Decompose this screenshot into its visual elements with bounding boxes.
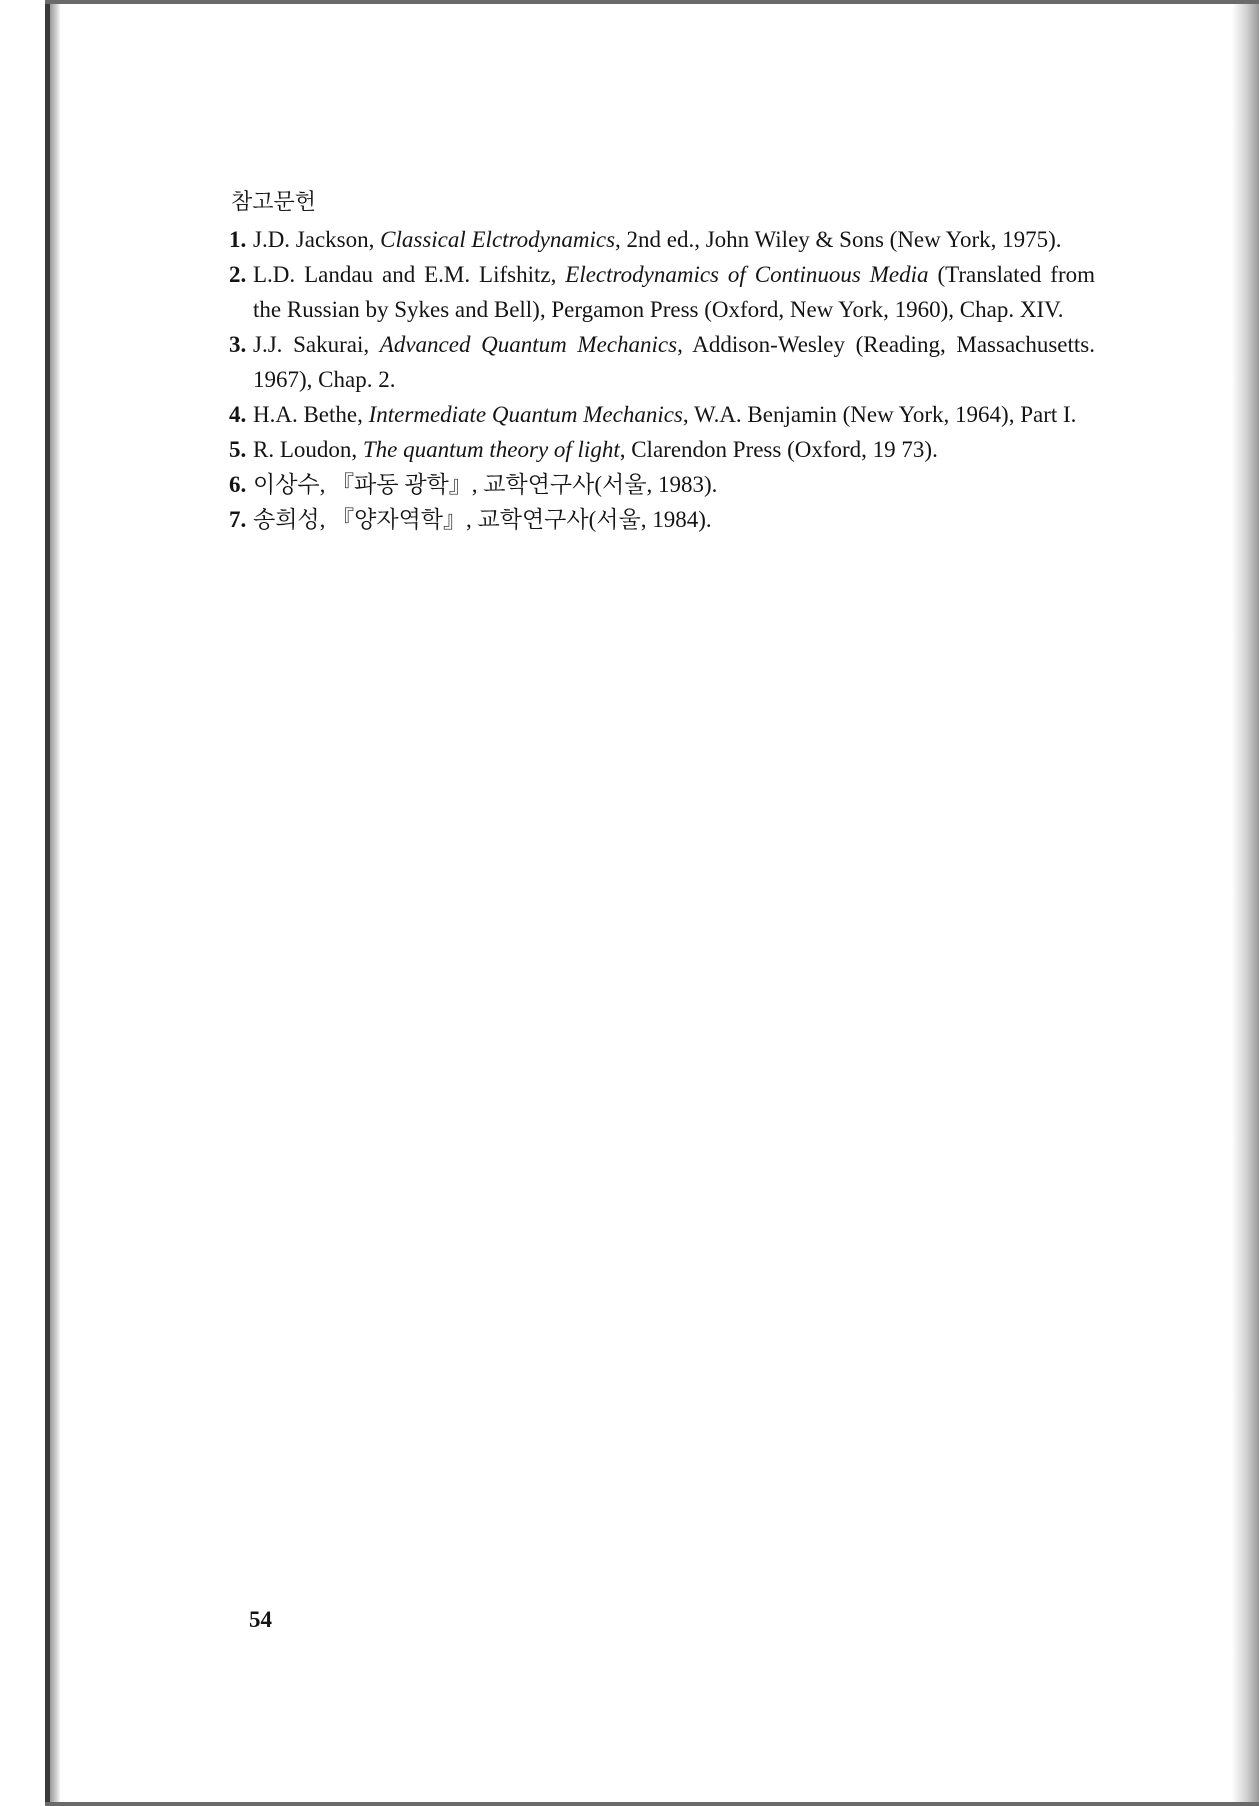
reference-title: 『파동 광학』 — [331, 472, 472, 497]
reference-author: J.D. Jackson, — [253, 227, 381, 252]
reference-number: 2. — [229, 262, 247, 287]
reference-title: Classical Elctrodynamics — [380, 227, 616, 252]
reference-item — [229, 397, 1095, 432]
reference-item — [229, 467, 1095, 502]
page-edge-right-shadow — [1232, 4, 1259, 1802]
reference-author: H.A. Bethe, — [253, 402, 369, 427]
references-heading: 참고문헌 — [231, 190, 317, 215]
reference-details: (Translated from the Russian by Sykes and Bell), Pergamon Press (Oxford, New York, 1960), Chap. XIV. — [253, 262, 1096, 322]
page-number: 54 — [249, 1607, 272, 1632]
reference-author: J.J. Sakurai, — [253, 332, 380, 357]
reference-number: 7. — [229, 507, 247, 532]
page-edge-left-shadow — [50, 4, 60, 1802]
reference-author: R. Loudon, — [253, 437, 363, 462]
reference-item — [229, 222, 1095, 257]
page-edge-bottom — [45, 1802, 1259, 1806]
reference-author: L.D. Landau and E.M. Lifshitz, — [253, 262, 566, 287]
reference-list — [229, 222, 1095, 537]
reference-title: Advanced Quantum Mechanics — [379, 332, 678, 357]
reference-number: 1. — [229, 227, 247, 252]
reference-author: 이상수, — [253, 472, 332, 497]
reference-details: , 교학연구사(서울, 1983). — [471, 472, 718, 497]
references-section — [229, 186, 1095, 537]
reference-number: 4. — [229, 402, 247, 427]
reference-title: 『양자역학』 — [331, 507, 467, 532]
reference-author: 송희성, — [253, 507, 332, 532]
reference-details: , 교학연구사(서울, 1984). — [466, 507, 712, 532]
reference-number: 5. — [229, 437, 247, 462]
reference-title: Intermediate Quantum Mechanics — [368, 402, 683, 427]
reference-item — [229, 502, 1095, 537]
page-edge-top — [45, 0, 1259, 4]
reference-number: 3. — [229, 332, 247, 357]
reference-number: 6. — [229, 472, 247, 497]
reference-details: , 2nd ed., John Wiley & Sons (New York, 1975). — [615, 227, 1062, 252]
reference-item — [229, 257, 1095, 327]
reference-item — [229, 327, 1095, 397]
reference-title: The quantum theory of light — [362, 437, 620, 462]
reference-details: , Clarendon Press (Oxford, 19 73). — [619, 437, 938, 462]
reference-details: , Addison-Wesley (Reading, Massachusetts. 1967), Chap. 2. — [253, 332, 1095, 392]
reference-title: Electrodynamics of Continuous Media — [565, 262, 929, 287]
reference-item — [229, 432, 1095, 467]
reference-details: , W.A. Benjamin (New York, 1964), Part I. — [682, 402, 1077, 427]
